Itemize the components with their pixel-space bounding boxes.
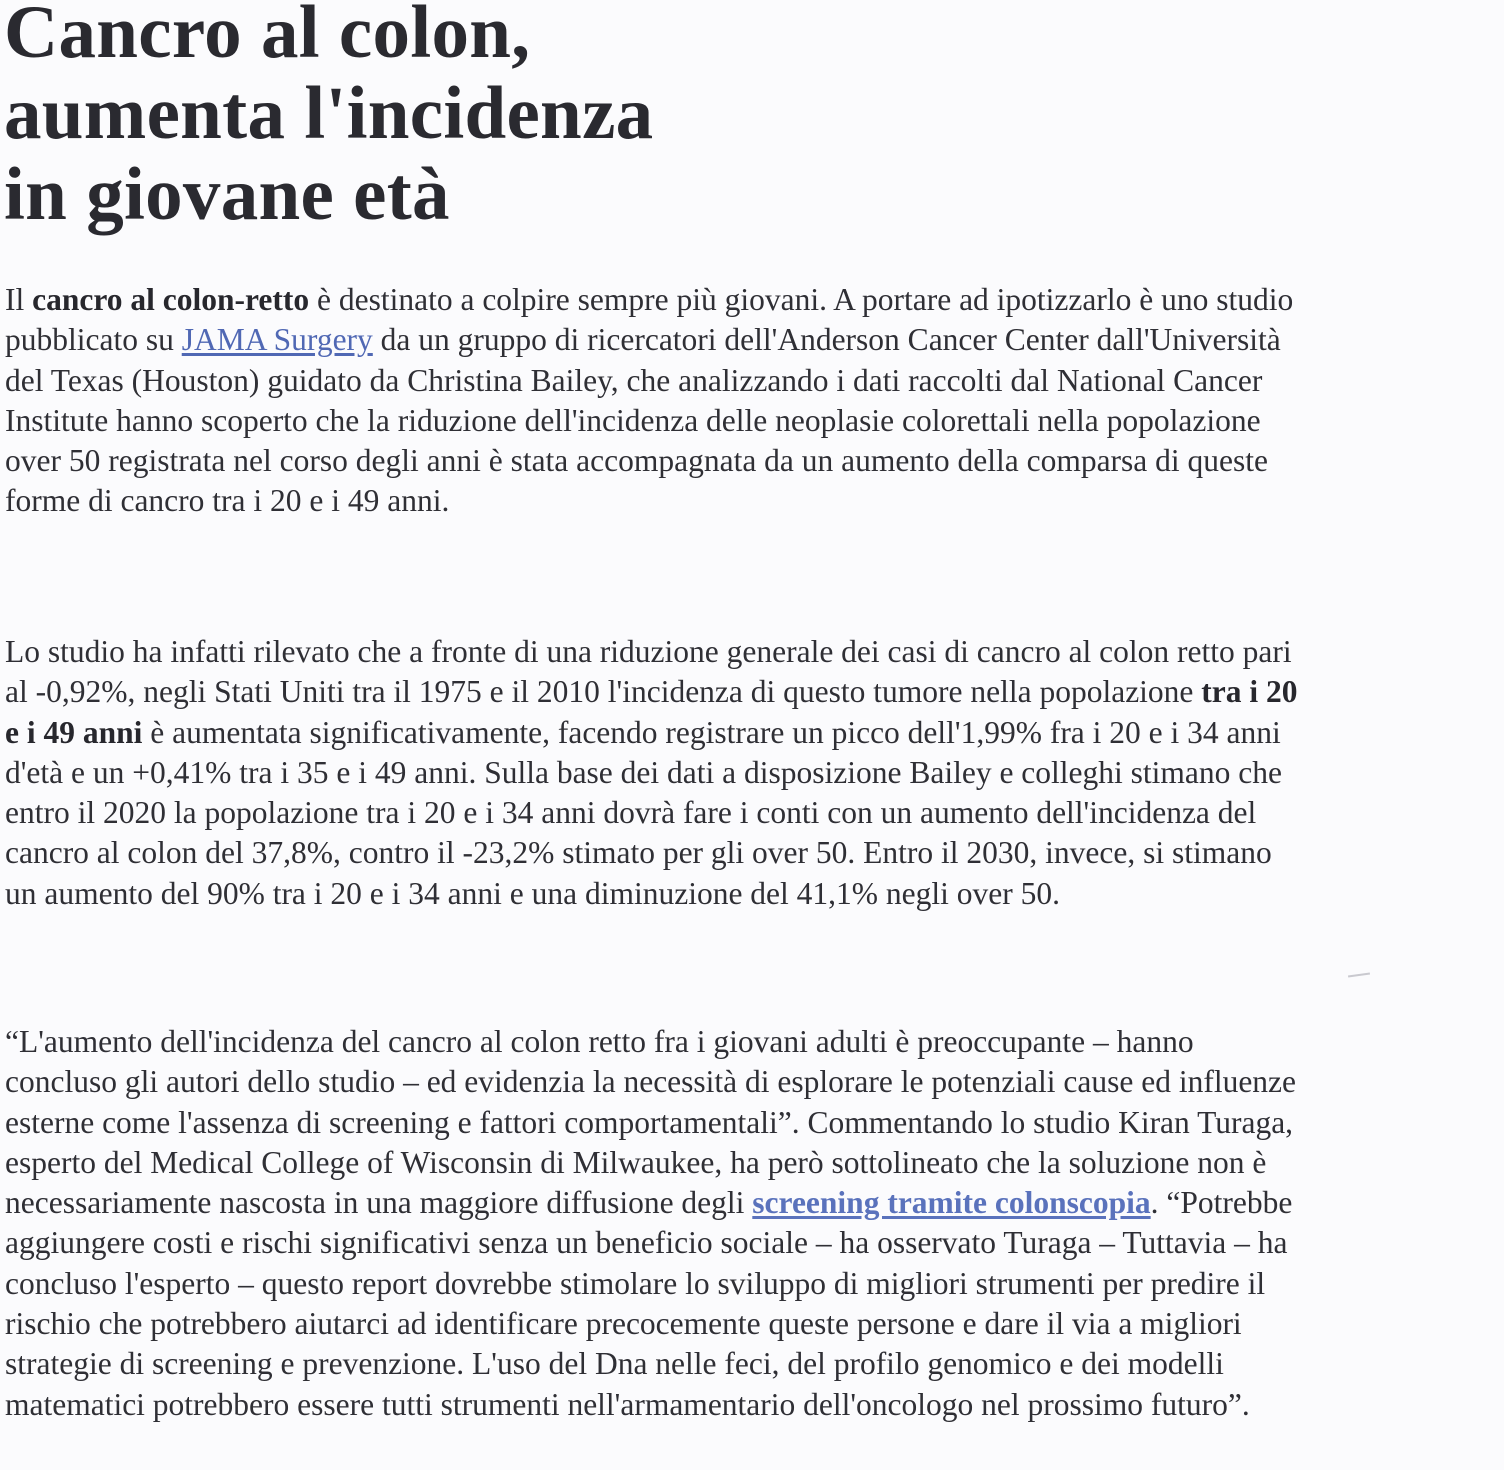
scan-speck xyxy=(1348,972,1370,977)
text-line: al -0,92%, negli Stati Uniti tra il 1975 e il 2010 l'incidenza di questo tumore nella popolazione tra i 20 xyxy=(5,674,1298,710)
bold-phrase: e i 49 anni xyxy=(5,714,143,750)
text-line: necessariamente nascosta in una maggiore diffusione degli screening tramite colonscopia. “Potrebbe xyxy=(5,1185,1293,1221)
bold-phrase: tra i 20 xyxy=(1201,674,1298,710)
article-headline xyxy=(4,0,653,235)
text-line: del Texas (Houston) guidato da Christina Bailey, che analizzando i dati raccolti dal National Cancer xyxy=(5,362,1263,398)
text-line: cancro al colon del 37,8%, contro il -23,2% stimato per gli over 50. Entro il 2030, invece, si stimano xyxy=(5,835,1272,871)
text-line: “L'aumento dell'incidenza del cancro al colon retto fra i giovani adulti è preoccupante – hanno xyxy=(5,1024,1194,1059)
text-line: Institute hanno scoperto che la riduzione dell'incidenza delle neoplasie colorettali nella popolazione xyxy=(5,402,1261,438)
text-line: Il cancro al colon-retto è destinato a colpire sempre più giovani. A portare ad ipotizzarlo è uno studio xyxy=(5,282,1294,317)
text-line: un aumento del 90% tra i 20 e i 34 anni e una diminuzione del 41,1% negli over 50. xyxy=(5,875,1060,911)
text-line: d'età e un +0,41% tra i 35 e i 49 anni. Sulla base dei dati a disposizione Bailey e colleghi stimano che xyxy=(5,754,1282,790)
colonoscopy-screening-link[interactable]: screening tramite colonscopia xyxy=(752,1185,1151,1221)
text-line: esterne come l'assenza di screening e fattori comportamentali”. Commentando lo studio Kiran Turaga, xyxy=(5,1104,1294,1140)
text-line: entro il 2020 la popolazione tra i 20 e i 34 anni dovrà fare i conti con un aumento dell'incidenza del xyxy=(5,795,1257,831)
text-line: matematici potrebbero essere tutti strumenti nell'armamentario dell'oncologo nel prossimo futuro”. xyxy=(5,1386,1250,1422)
text-line: Lo studio ha infatti rilevato che a fronte di una riduzione generale dei casi di cancro al colon retto pari xyxy=(5,634,1292,669)
paragraph-quote xyxy=(5,1022,1495,1425)
text-line: forme di cancro tra i 20 e i 49 anni. xyxy=(5,483,450,519)
text-line: strategie di screening e prevenzione. L'uso del Dna nelle feci, del profilo genomico e dei modelli xyxy=(5,1346,1224,1382)
text-line: over 50 registrata nel corso degli anni è stata accompagnata da un aumento della comparsa di queste xyxy=(5,443,1269,479)
text-line: concluso l'esperto – questo report dovrebbe stimolare lo sviluppo di migliori strumenti per predire il xyxy=(5,1265,1266,1301)
text-line: concluso gli autori dello studio – ed evidenzia la necessità di esplorare le potenziali cause ed influenze xyxy=(5,1064,1297,1100)
paragraph-statistics xyxy=(5,632,1495,914)
text-line: pubblicato su JAMA Surgery da un gruppo di ricercatori dell'Anderson Cancer Center dall'Università xyxy=(5,322,1281,358)
jama-surgery-link[interactable]: JAMA Surgery xyxy=(181,322,373,358)
text-line: aggiungere costi e rischi significativi senza un beneficio sociale – ha osservato Turaga – Tuttavia – ha xyxy=(5,1225,1288,1261)
headline-line-2: aumenta l'incidenza xyxy=(4,72,654,155)
headline-line-3: in giovane età xyxy=(4,153,450,236)
text-line: e i 49 anni è aumentata significativamente, facendo registrare un picco dell'1,99% fra i 20 e i 34 anni xyxy=(5,714,1281,750)
paragraph-intro xyxy=(5,280,1495,522)
headline-line-1: Cancro al colon, xyxy=(4,0,531,74)
text-line: esperto del Medical College of Wisconsin di Milwaukee, ha però sottolineato che la soluzione non è xyxy=(5,1144,1267,1180)
bold-phrase: cancro al colon-retto xyxy=(32,282,310,317)
text-line: rischio che potrebbero aiutarci ad identificare precocemente queste persone e dare il via a migliori xyxy=(5,1306,1242,1342)
